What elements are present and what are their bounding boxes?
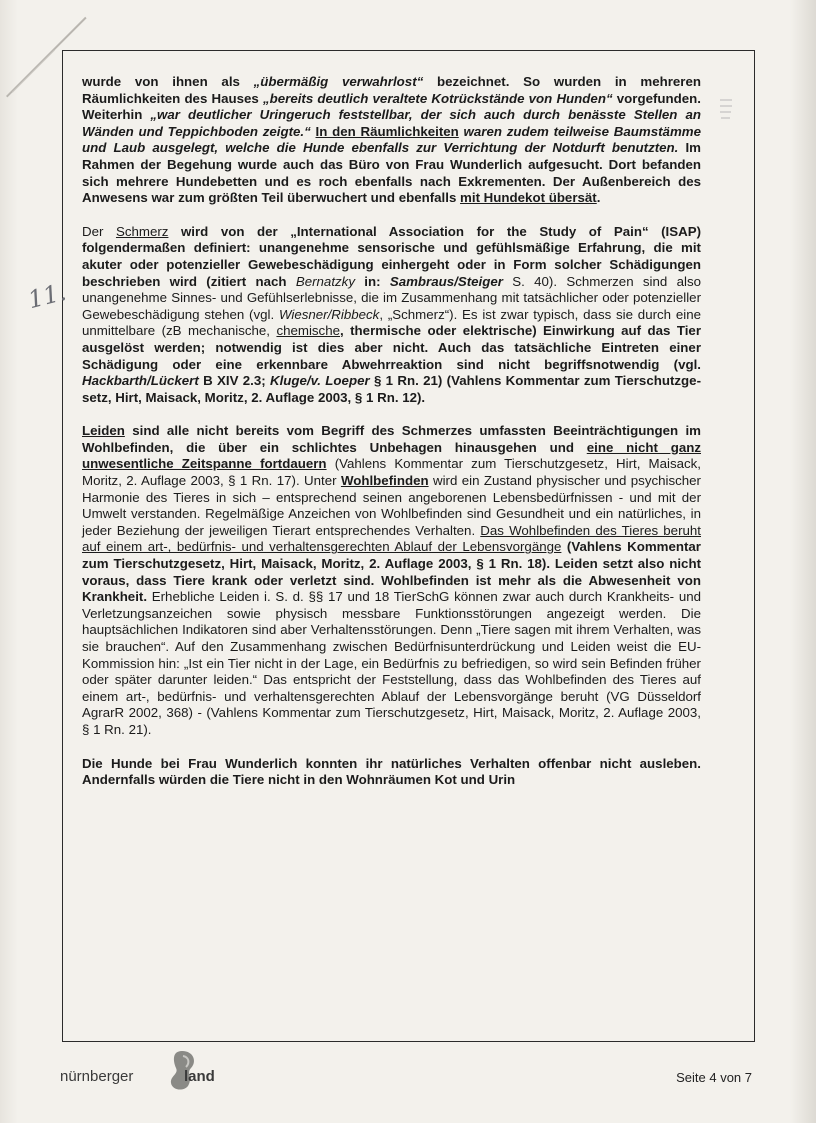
paragraph-2 (82, 224, 701, 407)
text-run: , „Schmerz“). Es ist zwar typisch, dass sie durch eine unmittelbare (zB mechanische, (82, 306, 701, 339)
text-run: Wiesner/Ribbeck (278, 306, 380, 322)
text-run: § 1 Rn. 21) (Vahlens Kommentar zum Tierschutzgesetz, Hirt, Maisack, Moritz, 2. Auflage 2003, § 1 Rn. 12). (82, 373, 701, 405)
pencil-scribble-marks (718, 96, 734, 136)
text-run: (Vahlens Kommentar zum Tierschutzgesetz, Hirt, Maisack, Moritz, 2. Auflage 2003, § 1 Rn. 18). Leiden setzt also nicht voraus, dass Tiere krank oder verletzt sind. Wohlbefinden ist mehr als die Abwesenheit von Krankheit. (82, 539, 701, 605)
text-run: wird von der „International Association for the Study of Pain“ (ISAP) folgendermaßen definiert: unangenehme sensorische und gefühlsmäßige Erfahrung, die mit akuter oder potenzieller Gewebeschädigung einhergeht oder in Form solcher Schädigungen beschrieben wird (zitiert nach (82, 223, 702, 289)
text-run: Die Hunde bei Frau Wunderlich konnten ihr natürliches Verhalten offenbar nicht ausleben. Andernfalls würden die Tiere nicht in den Wohnräumen Kot und Urin (82, 755, 701, 788)
text-run: in: (354, 273, 390, 289)
text-run: Leiden (82, 423, 125, 439)
text-run: mit Hundekot übersät (460, 190, 597, 206)
nuernberger-land-logo (60, 1048, 260, 1098)
text-run: Sambraus/Steiger (389, 273, 503, 289)
text-run: waren zudem teilweise Baumstämme und Laub ausgelegt, welche die Hunde ebenfalls zur Verrichtung der Notdurft benutzten. (82, 123, 701, 156)
text-run: Im Rahmen der Begehung wurde auch das Büro von Frau Wunderlich aufgesucht. Dort befanden sich mehrere Hundebetten und es roch ebenfalls nach Exkrementen. Der Außenbereich des Anwesens war zum größten Teil überwuchert und ebenfalls (82, 140, 701, 206)
page-footer (60, 1048, 760, 1098)
text-run: Das Wohlbefinden des Tieres beruht auf einem art-, bedürfnis- und verhaltensgerechten Ablauf der Lebensvorgänge (82, 522, 701, 555)
text-run: , thermische oder elektrische) Einwirkung auf das Tier ausgelöst werden; notwendig ist dies aber nicht. Auch das tatsächliche Eintreten einer Schädigung oder eine erkennbare Abwehrreaktion sind nicht begriffsnotwendig (vgl. (82, 323, 701, 372)
page-number: Seite 4 von 7 (676, 1070, 752, 1085)
text-run: In den Räumlichkeiten (315, 123, 459, 139)
text-run: vorgefunden. Weiterhin (82, 90, 701, 123)
text-run: „war deutlicher Uringeruch feststellbar, der sich auch durch benässte Stellen an Wänden und Teppichboden zeigte.“ (82, 107, 701, 139)
text-run: sind alle nicht bereits vom Begriff des Schmerzes umfassten Beeinträchtigungen im Wohlbefinden, die über ein schlichtes Unbehagen hinausgehen und (82, 423, 701, 455)
text-run: Das entspricht der Feststellung, dass das Wohlbefinden des Tieres auf einem art-, bedürfnis- und verhaltensgerechten Ablauf der Lebensvorgänge beruht (VG Düsseldorf AgrarR 2002, 368) - (Vahlens Kommentar zum Tierschutzgesetz, Hirt, Maisack, Moritz, 2. Auflage 2003, § 1 Rn. 21). (82, 672, 701, 737)
text-run: Kluge/v. Loeper (270, 373, 370, 389)
text-run: wird ein Zustand physischer und psychischer Harmonie des Tieres in sich – entsprechend seinen angeborenen Lebensbedürfnissen - und mit der Umwelt verstanden. Regelmäßige Anzeichen von Wohlbefinden sind Gesundheit und ein natürliches, in jeder Beziehung der jeweiligen Tierart entsprechendes Verhalten. (82, 473, 701, 538)
text-run: Bernatzky (295, 273, 355, 289)
text-run: Der (82, 223, 116, 239)
text-run: B XIV 2.3; (198, 373, 270, 389)
text-run: „übermäßig verwahrlost“ (253, 74, 424, 89)
logo-text-left: nürnberger (60, 1068, 134, 1085)
text-run: Erhebliche Leiden i. S. d. §§ 17 und 18 TierSchG können zwar auch durch Krankheits- und Verletzungsanzeichen sowie physisch messbare Funktionsstörungen angezeigt werden. Die hauptsächlichen Indikatoren sind aber Verhaltensstörungen. Denn „Tiere sagen mit ihrem Verhalten, was sie brauchen“. Auf den Zusammenhang zwischen Bedürfnisunterdrückung und Leiden weist die EU-Kommission hin: „Ist ein Tier nicht in der Lage, ein Bedürfnis zu befriedigen, so wird sein Befinden früher oder später darunter leiden.“ (82, 589, 701, 688)
paragraph-1 (82, 74, 701, 207)
paragraph-3 (82, 423, 701, 738)
text-run: Schmerz (115, 223, 169, 239)
text-run: wurde von ihnen als (82, 74, 254, 89)
text-run: „bereits deutlich veraltete Kotrückstände von Hunden“ (262, 90, 613, 106)
paragraph-4 (82, 756, 701, 789)
document-body (82, 74, 701, 806)
handwritten-margin-note: 11. (25, 277, 69, 315)
text-run: . (596, 190, 601, 206)
text-run: Wohlbefinden (340, 473, 429, 489)
text-run: eine nicht ganz unwesentliche Zeitspanne fortdauern (82, 439, 701, 472)
logo-text-right: land (184, 1068, 215, 1085)
text-run: bezeichnet. So wurden in mehreren Räumlichkeiten des Hauses (82, 74, 702, 106)
text-run: S. 40). Schmerzen sind also unangenehme Sinnes- und Gefühlserlebnisse, die im Zusammenhang mit tatsächlicher oder potenzieller Gewebeschädigung stehen (vgl. (82, 273, 701, 322)
text-run: Hackbarth/Lückert (82, 373, 199, 389)
text-run: chemische (276, 323, 340, 339)
text-run: (Vahlens Kommentar zum Tierschutzgesetz, Hirt, Maisack, Moritz, 2. Auflage 2003, § 1 Rn. 17). Unter (82, 456, 701, 489)
